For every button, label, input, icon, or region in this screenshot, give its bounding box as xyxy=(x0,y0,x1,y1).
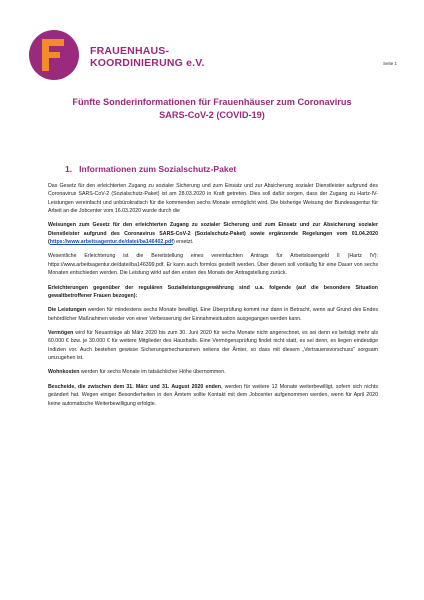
vermoegen-bold: Vermögen xyxy=(48,330,74,337)
org-name-line2: KOORDINIERUNG e.V. xyxy=(90,57,205,69)
org-name-line1: FRAUENHAUS- xyxy=(90,45,170,57)
page-number: Seite 1 xyxy=(382,61,397,66)
section-heading xyxy=(65,164,236,174)
paragraph-leistungen xyxy=(48,306,378,323)
weisungen-after: ) ersetzt. xyxy=(172,238,194,245)
weisungen-link[interactable]: https://www.arbeitsagentur.de/datei/ba146402.pdf xyxy=(49,238,173,245)
section-title: Informationen zum Sozialschutz-Paket xyxy=(79,164,237,174)
vermoegen-rest: wird für Neuanträge ab März 2020 bis zum 30. Juni 2020 für sechs Monate nicht angerechnet, es sei denn es beträgt mehr als 60.000 € bzw. je 30.000 € für weitere Mitglieder des Haushalts. Eine Vermögensprüfung findet nicht statt, es sei denn, es liegen eindeutige Indizien vor. Auch bestehen gewisse Sicherungsmechanismen seitens der Ämter, so dass mit diesem „Vertrauensvorschuss" sorgsam umzugehen ist. xyxy=(48,330,378,361)
bescheide-c: und xyxy=(147,383,162,390)
bescheide-e: , werden für weitere 12 Monate weiterbewilligt, sofern sich nichts geändert hat. Wegen einiger Besonderheiten in den Ämtern sollte Kontakt mit dem Jobcenter aufgenommen werden, wenn für April 2020 keine automatische Weiterbewilligung erfolgte. xyxy=(48,383,378,407)
paragraph-bescheide xyxy=(48,383,378,408)
bescheide-d: 31. August 2020 enden xyxy=(161,383,222,390)
document-body xyxy=(48,182,378,414)
title-line2: SARS-CoV-2 (COVID-19) xyxy=(159,110,265,120)
paragraph-erleichterung: Wesentliche Erleichterung ist die Bereitstellung eines vereinfachten Antrags für Arbeitslosengeld II (Hartz IV): https://www.arbeitsagentur.de/datei/ba146399.pdf. Er kann auch formlos gestellt werden. Über diesen soll vorläufig für eine Dauer von sechs Monaten entschieden werden. Die Leistung wirkt auf den ersten des Monats der Antragstellung zurück. xyxy=(48,253,378,277)
bescheide-a: Bescheide, die zwischen dem xyxy=(48,383,127,390)
paragraph-intro: Das Gesetz für den erleichterten Zugang zu sozialer Sicherung und zum Einsatz und zur Absicherung sozialer Dienstleister aufgrund des Coronavirus SARS-CoV-2 (Sozialschutz-Paket) ist am 28.03.2020 in Kraft getreten. Dies soll dafür sorgen, dass der Zugang zu Hartz-IV-Leistungen vereinfacht und unbürokratisch für die kommenden sechs Monate ermöglicht wird. Die bisherige Weisung der Bundesagentur für Arbeit an die Jobcenter vom 16.03.2020 wurde durch die xyxy=(48,183,378,214)
title-line1: Fünfte Sonderinformationen für Frauenhäuser zum Coronavirus xyxy=(72,97,352,107)
leistungen-bold: Die Leistungen xyxy=(48,307,86,314)
weisungen-text: Weisungen zum Gesetz für den erleichterten Zugang zu sozialer Sicherung und zum Einsatz und zur Absicherung sozialer Dienstleister aufgrund des Coronavirus SARS-CoV-2 (Sozialschutz-Paket) sowie ergänzende Regelungen vom 01.04.2020 ( xyxy=(48,222,378,245)
wohnkosten-rest: werden für sechs Monate im tatsächlicher Höhe übernommen. xyxy=(79,369,226,376)
logo-letter-f-icon xyxy=(42,39,66,71)
paragraph-erleichterungen-heading: Erleichterungen gegenüber der regulären Sozialleistungsgewährung sind u.a. folgende (auf die besondere Situation gewaltbetroffener Frauen bezogen): xyxy=(48,284,378,299)
paragraph-weisungen xyxy=(48,221,378,246)
leistungen-rest: werden für mindestens sechs Monate bewilligt. Eine Überprüfung kommt nur dann in Betracht, wenn auf Grund des Endes behördlicher Maßnahmen wieder von einer Verbesserung der Einnahmesituation ausgegangen werden kann. xyxy=(48,307,378,322)
document-title xyxy=(46,96,378,122)
paragraph-vermoegen xyxy=(48,329,378,362)
bescheide-b: 31. März xyxy=(126,383,148,390)
paragraph-wohnkosten xyxy=(48,368,378,376)
section-number: 1. xyxy=(65,164,73,174)
organization-name xyxy=(90,45,205,69)
wohnkosten-bold: Wohnkosten xyxy=(48,369,80,376)
